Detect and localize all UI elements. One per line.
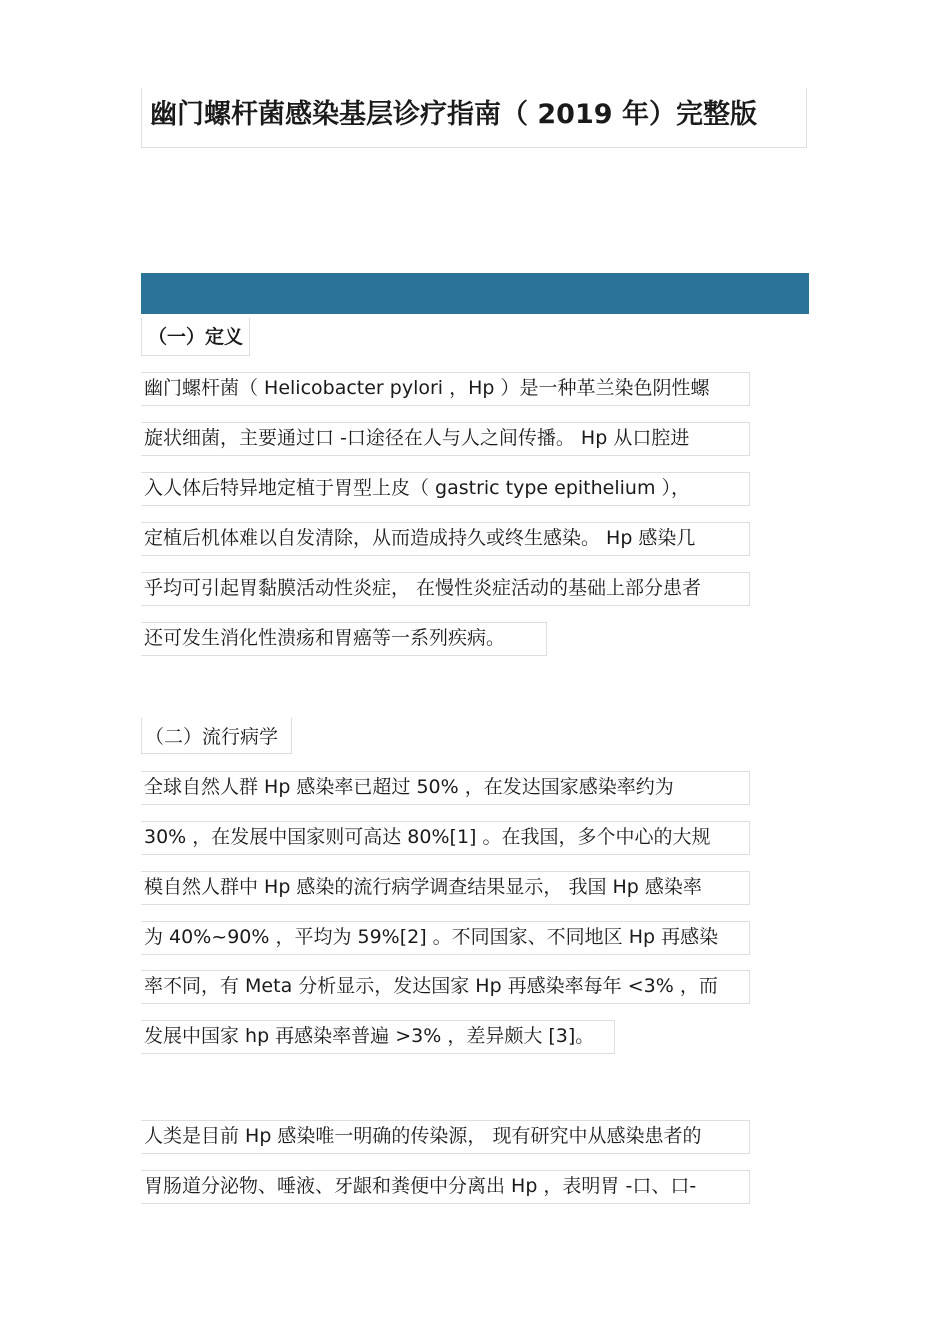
paragraph-line: 人类是目前 Hp 感染唯一明确的传染源， 现有研究中从感染患者的 (141, 1120, 750, 1154)
section-banner (141, 273, 809, 314)
paragraph-line: 旋状细菌，主要通过口 -口途径在人与人之间传播。 Hp 从口腔进 (141, 422, 750, 456)
section-heading-epidemiology: （二）流行病学 (141, 718, 292, 754)
paragraph-line: 发展中国家 hp 再感染率普遍 >3% ，差异颇大 [3]。 (141, 1020, 615, 1054)
paragraph-line: 定植后机体难以自发清除，从而造成持久或终生感染。 Hp 感染几 (141, 522, 750, 556)
section-heading-definition: （一）定义 (141, 318, 250, 356)
paragraph-line: 幽门螺杆菌（ Helicobacter pylori ，Hp ）是一种革兰染色阴性螺 (141, 372, 750, 406)
paragraph-line: 乎均可引起胃黏膜活动性炎症， 在慢性炎症活动的基础上部分患者 (141, 572, 750, 606)
title-frame (141, 88, 807, 148)
paragraph-line: 为 40%~90% ，平均为 59%[2] 。不同国家、不同地区 Hp 再感染 (141, 921, 750, 955)
paragraph-line: 率不同，有 Meta 分析显示，发达国家 Hp 再感染率每年 <3% ，而 (141, 970, 750, 1004)
document-title: 幽门螺杆菌感染基层诊疗指南（ 2019 年）完整版 (150, 99, 757, 130)
paragraph-line: 模自然人群中 Hp 感染的流行病学调查结果显示， 我国 Hp 感染率 (141, 871, 750, 905)
paragraph-line: 胃肠道分泌物、唾液、牙龈和粪便中分离出 Hp ，表明胃 -口、口- (141, 1170, 750, 1204)
paragraph-line: 还可发生消化性溃疡和胃癌等一系列疾病。 (141, 622, 547, 656)
paragraph-line: 入人体后特异地定植于胃型上皮（ gastric type epithelium ）， (141, 472, 750, 506)
paragraph-line: 全球自然人群 Hp 感染率已超过 50% ，在发达国家感染率约为 (141, 771, 750, 805)
paragraph-line: 30% ，在发展中国家则可高达 80%[1] 。在我国，多个中心的大规 (141, 821, 750, 855)
